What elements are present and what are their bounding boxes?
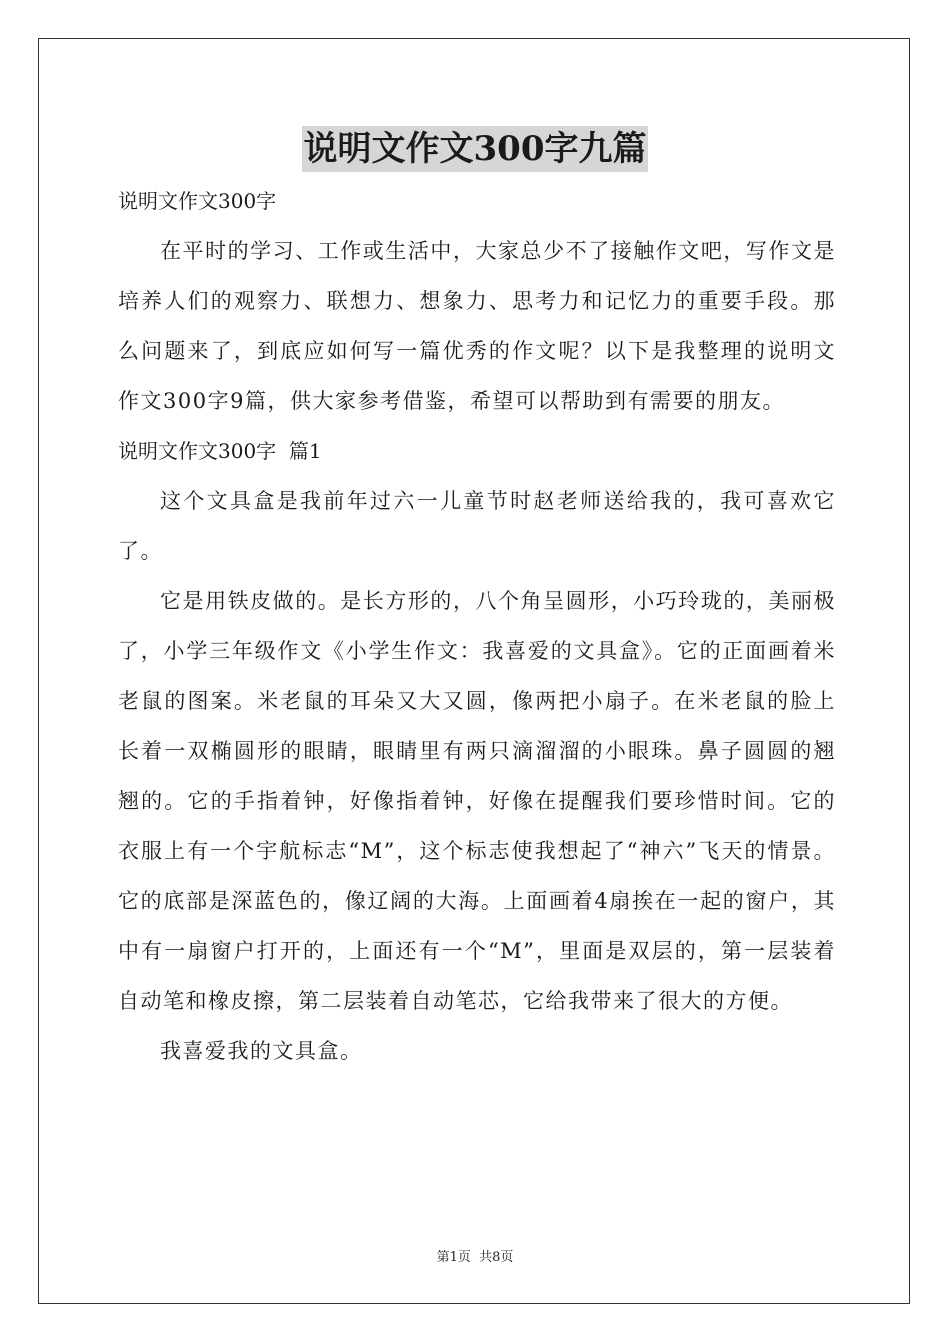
section-heading-intro: 说明文作文300字 <box>118 189 277 213</box>
essay-1-paragraph-3: 我喜爱我的文具盒。 <box>160 1039 363 1063</box>
title-container <box>0 126 950 172</box>
page-number: 第1页 <box>436 1250 471 1265</box>
document-title: 说明文作文300字九篇 <box>302 126 649 172</box>
intro-paragraph: 在平时的学习、工作或生活中，大家总少不了接触作文吧，写作文是培养人们的观察力、联想力、想象力、思考力和记忆力的重要手段。那么问题来了，到底应如何写一篇优秀的作文呢？以下是我整理的说明文作文300字9篇，供大家参考借鉴，希望可以帮助到有需要的朋友。 <box>118 239 836 413</box>
section-heading-essay-1: 说明文作文300字 篇1 <box>118 439 322 463</box>
document-body <box>118 176 836 1076</box>
total-pages: 共8页 <box>479 1250 514 1265</box>
essay-1-paragraph-2: 它是用铁皮做的。是长方形的，八个角呈圆形，小巧玲珑的，美丽极了，小学三年级作文《小学生作文：我喜爱的文具盒》。它的正面画着米老鼠的图案。米老鼠的耳朵又大又圆，像两把小扇子。在米老鼠的脸上长着一双椭圆形的眼睛，眼睛里有两只滴溜溜的小眼珠。鼻子圆圆的翘翘的。它的手指着钟，好像指着钟，好像在提醒我们要珍惜时间。它的衣服上有一个宇航标志“M”，这个标志使我想起了“神六”飞天的情景。它的底部是深蓝色的，像辽阔的大海。上面画着4扇挨在一起的窗户，其中有一扇窗户打开的，上面还有一个“M”，里面是双层的，第一层装着自动笔和橡皮擦，第二层装着自动笔芯，它给我带来了很大的方便。 <box>118 589 836 1013</box>
page-footer <box>0 1246 950 1265</box>
essay-1-paragraph-1: 这个文具盒是我前年过六一儿童节时赵老师送给我的，我可喜欢它了。 <box>118 489 836 563</box>
